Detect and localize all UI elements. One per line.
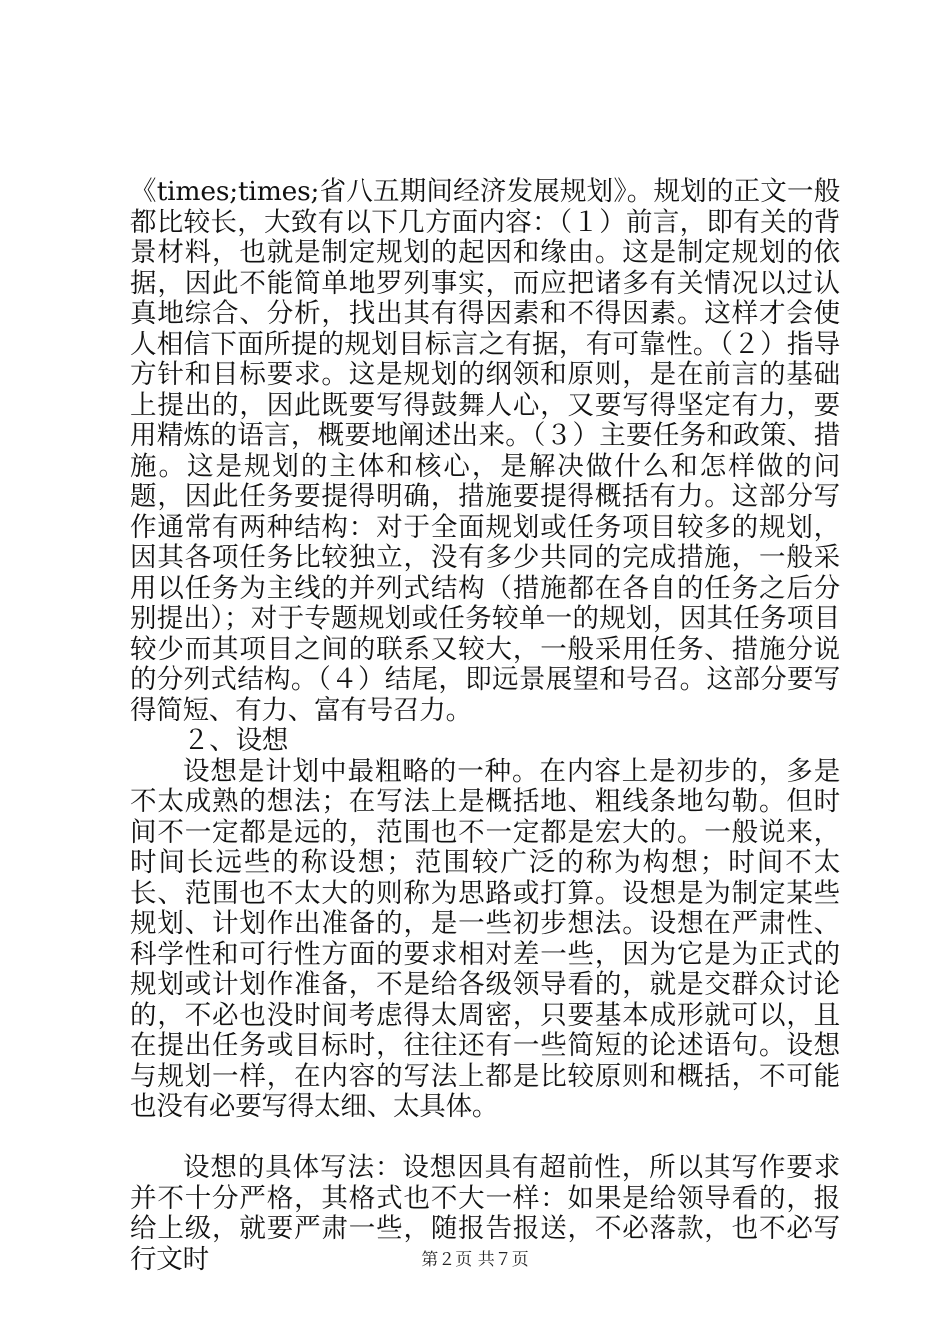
section-heading-idea: ２、设想 — [183, 725, 289, 756]
paragraph-idea-definition: 设想是计划中最粗略的一种。在内容上是初步的，多是不太成熟的想法；在写法上是概括地、粗线条地勾勒。但时间不一定都是远的，范围也不一定都是宏大的。一般说来，时间长远些的称设想；范围较广泛的称为构想；时间不太长、范围也不太大的则称为思路或打算。设想是为制定某些规划、计划作出准备的，是一些初步想法。设想在严肃性、科学性和可行性方面的要求相对差一些，因为它是为正式的规划或计划作准备，不是给各级领导看的，就是交群众讨论的，不必也没时间考虑得太周密，只要基本成形就可以，且在提出任务或目标时，往往还有一些简短的论述语句。设想与规划一样，在内容的写法上都是比较原则和概括，不可能也没有必要写得太细、太具体。 — [130, 755, 840, 1122]
paragraph-spacer — [130, 1123, 840, 1154]
page-number-footer: 第２页 共７页 — [421, 1250, 529, 1270]
paragraph-plan-content: 《times;times;省八五期间经济发展规划》。规划的正文一般都比较长，大致有以下几方面内容：（１）前言，即有关的背景材料，也就是制定规划的起因和缘由。这是制定规划的依据，因此不能简单地罗列事实，而应把诸多有关情况以过认真地综合、分析，找出其有得因素和不得因素。这样才会使人相信下面所提的规划目标言之有据，有可靠性。（２）指导方针和目标要求。这是规划的纲领和原则，是在前言的基础上提出的，因此既要写得鼓舞人心，又要写得坚定有力，要用精炼的语言，概要地阐述出来。（３）主要任务和政策、措施。这是规划的主体和核心，是解决做什么和怎样做的问题，因此任务要提得明确，措施要提得概括有力。这部分写作通常有两种结构：对于全面规划或任务项目较多的规划，因其各项任务比较独立，没有多少共同的完成措施，一般采用以任务为主线的并列式结构（措施都在各自的任务之后分别提出）；对于专题规划或任务较单一的规划，因其任务项目较少而其项目之间的联系又较大，一般采用任务、措施分说的分列式结构。（４）结尾，即远景展望和号召。这部分要写得简短、有力、富有号召力。 — [130, 176, 840, 726]
paragraph-idea-writing: 设想的具体写法：设想因具有超前性，所以其写作要求并不十分严格，其格式也不大一样：如果是给领导看的，报给上级，就要严肃一些，随报告报送，不必落款，也不必写行文时 — [130, 1152, 840, 1275]
document-body — [130, 177, 840, 1275]
